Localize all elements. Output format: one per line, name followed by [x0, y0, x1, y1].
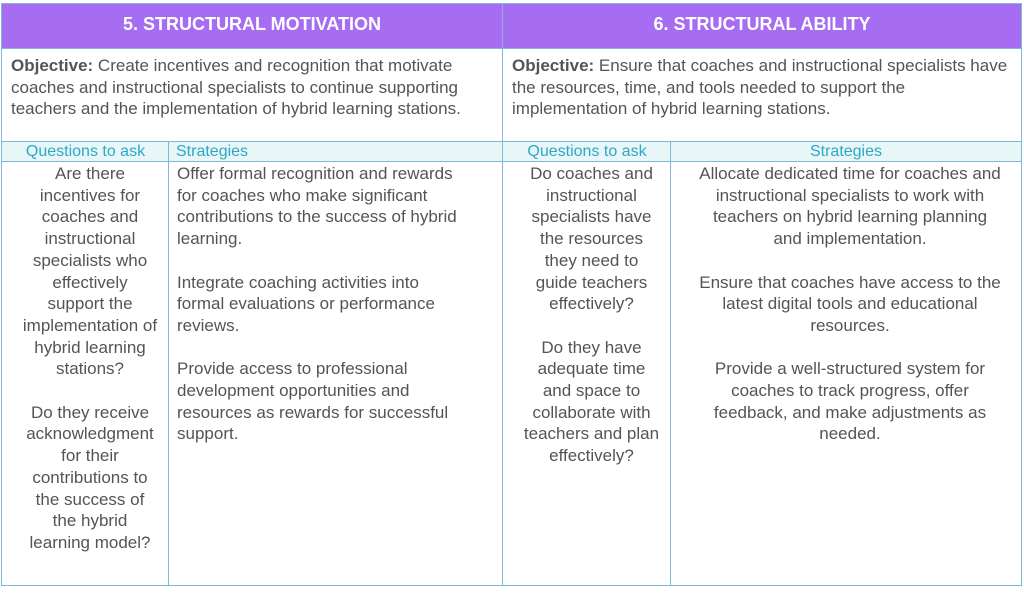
ability-objective-label: Objective: [512, 56, 595, 75]
motivation-question-2: Do they receive acknowledgment for their contributions to the success of the hybrid learning model? [26, 402, 154, 552]
motivation-title: 5. STRUCTURAL MOTIVATION [2, 4, 502, 48]
ability-questions-cell [503, 162, 671, 585]
motivation-question-1: Are there incentives for coaches and instructional specialists who effectively support the implementation of hybrid learning stations? [22, 164, 158, 379]
ability-question-1: Do coaches and instructional specialists have the resources they need to guide teachers effectively? [530, 164, 653, 314]
ability-strategy-2: Ensure that coaches have access to the latest digital tools and educational resources. [699, 272, 1001, 335]
motivation-strategy-1: Offer formal recognition and rewards for coaches who make significant contributions to the success of hybrid learning. [177, 164, 457, 249]
ability-questions-header: Questions to ask [503, 142, 671, 162]
motivation-strategies-cell [168, 162, 502, 585]
ability-strategies-header: Strategies [670, 142, 1021, 162]
motivation-objective-label: Objective: [11, 56, 94, 75]
ability-strategy-1: Allocate dedicated time for coaches and instructional specialists to work with teachers on hybrid learning planning and implementation. [699, 164, 1001, 249]
ability-title: 6. STRUCTURAL ABILITY [503, 4, 1021, 48]
ability-strategy-3: Provide a well-structured system for coaches to track progress, offer feedback, and make adjustments as needed. [713, 359, 987, 444]
motivation-questions-cell [2, 162, 169, 585]
ability-strategies-cell [670, 162, 1021, 585]
ability-question-2: Do they have adequate time and space to collaborate with teachers and plan effectively? [523, 337, 660, 466]
structural-ability-panel [502, 3, 1022, 586]
motivation-strategy-3: Provide access to professional development opportunities and resources as rewards for successful support. [177, 359, 449, 444]
structural-motivation-panel [1, 3, 503, 586]
ability-objective-text: Ensure that coaches and instructional specialists have the resources, time, and tools needed to support the implementation of hybrid learning stations. [512, 56, 1008, 119]
motivation-objective [2, 48, 502, 142]
motivation-objective-text: Create incentives and recognition that motivate coaches and instructional specialists to continue supporting teachers and the implementation of hybrid learning stations. [11, 56, 461, 119]
motivation-strategy-2: Integrate coaching activities into formal evaluations or performance reviews. [177, 272, 435, 335]
motivation-strategies-header: Strategies [168, 142, 502, 162]
motivation-questions-header: Questions to ask [2, 142, 169, 162]
ability-objective [503, 48, 1021, 142]
